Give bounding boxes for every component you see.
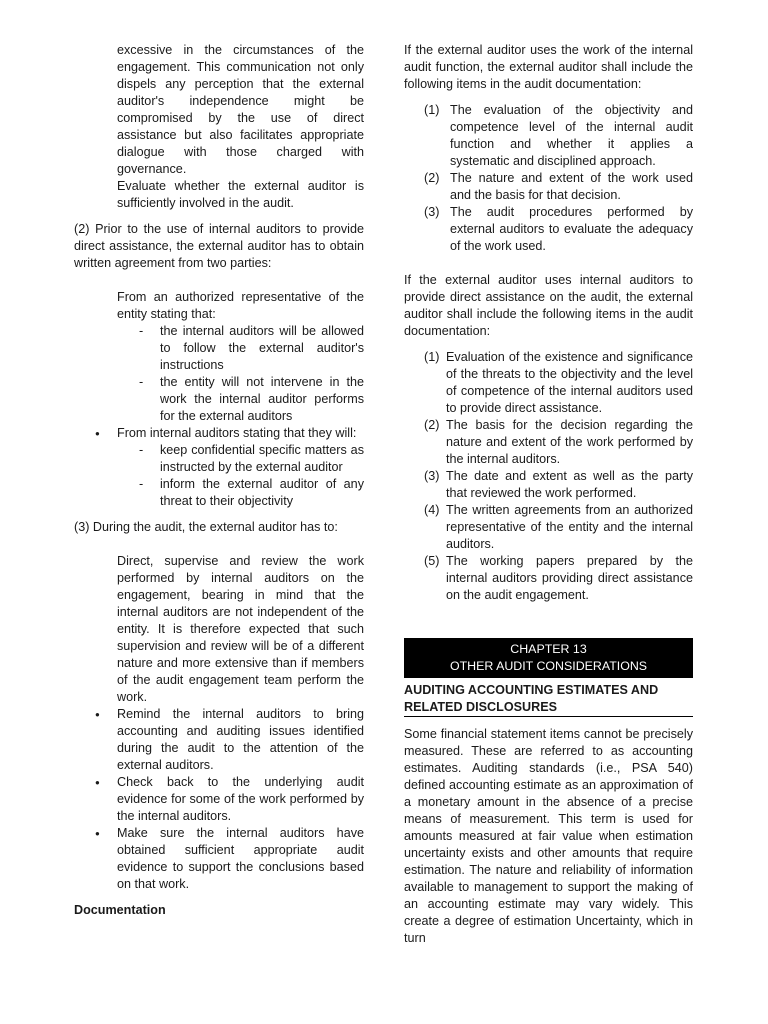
numbered-item: (2) The nature and extent of the work used and the basis for that decision. xyxy=(424,171,693,202)
numbered-item: (4) The written agreements from an authorized representative of the entity and the internal auditors. xyxy=(424,503,693,551)
bullet-text: From internal auditors stating that they will: xyxy=(117,426,357,440)
section-heading: AUDITING ACCOUNTING ESTIMATES AND RELATED DISCLOSURES xyxy=(404,683,659,714)
bullet-evaluate: Evaluate whether the external auditor is sufficiently involved in the audit. xyxy=(117,179,364,210)
left-bullets-continued xyxy=(74,42,364,178)
sub-list xyxy=(117,442,364,510)
right-column xyxy=(404,42,693,947)
paragraph-2: (2) Prior to the use of internal auditors to provide direct assistance, the external auditor has to obtain written agreement from two parties: xyxy=(74,222,364,270)
sub-item: - the internal auditors will be allowed to follow the external auditor's instructions xyxy=(117,323,364,374)
continued-text xyxy=(74,42,364,178)
bullet-make-sure: ● Make sure the internal auditors have obtained sufficient appropriate audit evidence to support the conclusions based on that work. xyxy=(74,825,364,893)
chapter-number: CHAPTER 13 xyxy=(510,642,587,656)
left-column xyxy=(74,42,364,919)
during-audit-bullets xyxy=(74,553,364,893)
numbered-item: (5) The working papers prepared by the internal auditors providing direct assistance on the audit engagement. xyxy=(424,554,693,602)
evaluate-bullet-list xyxy=(74,178,364,212)
bullet-remind: ● Remind the internal auditors to bring accounting and auditing issues identified during the audit to the attention of the external auditors. xyxy=(74,706,364,774)
sub-item: - keep confidential specific matters as instructed by the external auditor xyxy=(117,442,364,476)
written-agreement-bullets xyxy=(74,289,364,510)
numbered-item: (3) The date and extent as well as the party that reviewed the work performed. xyxy=(424,469,693,500)
bullet-text: From an authorized representative of the entity stating that: xyxy=(117,290,364,321)
bullet-direct-supervise: Direct, supervise and review the work performed by internal auditors on the engagement, bearing in mind that the internal auditors are not independent of the entity. It is therefore expected that such supervision and review will be of a different nature and more extensive than if members of the audit engagement team perform the work. xyxy=(117,554,364,704)
right-paragraph-3: Some financial statement items cannot be precisely measured. These are referred to as accounting estimates. Auditing standards (i.e., PSA 540) defined accounting estimate as an approximation of a monetary amount in the absence of a precise means of measurement. This term is used for amounts measured at fair value when estimation uncertainty exists and other amounts that require estimation. The nature and reliability of information available to management to support the making of an accounting estimate may vary widely. This create a degree of estimation Uncertainty, which in turn xyxy=(404,727,693,945)
numbered-item: (1) The evaluation of the objectivity and competence level of the internal audit function and whether it applies a systematic and disciplined approach. xyxy=(424,103,693,168)
documentation-heading: Documentation xyxy=(74,903,166,917)
sub-list xyxy=(117,323,364,425)
internal-audit-function-items xyxy=(404,102,693,255)
sub-item: - the entity will not intervene in the work the internal auditor performs for the external auditors xyxy=(117,374,364,425)
bullet-internal-auditors xyxy=(74,425,364,510)
bullet-authorized-rep xyxy=(74,289,364,425)
intro-text: excessive in the circumstances of the engagement. This communication not only dispels any perception that the external auditor's independence might be compromised by the use of direct assistance but also facilitates appropriate dialogue with those charged with governance. xyxy=(117,43,364,176)
numbered-item: (3) The audit procedures performed by external auditors to evaluate the adequacy of the work used. xyxy=(424,205,693,253)
chapter-banner xyxy=(404,638,693,678)
direct-assistance-items xyxy=(404,349,693,604)
chapter-title: OTHER AUDIT CONSIDERATIONS xyxy=(449,659,648,673)
sub-item: - inform the external auditor of any threat to their objectivity xyxy=(117,476,364,510)
paragraph-3: (3) During the audit, the external auditor has to: xyxy=(74,520,338,534)
right-paragraph-1: If the external auditor uses the work of the internal audit function, the external auditor shall include the following items in the audit documentation: xyxy=(404,43,693,91)
numbered-item: (2) The basis for the decision regarding the nature and extent of the work performed by the internal auditors. xyxy=(424,418,693,466)
bullet-check-back: ● Check back to the underlying audit evidence for some of the work performed by the internal auditors. xyxy=(74,774,364,825)
right-paragraph-2: If the external auditor uses internal auditors to provide direct assistance on the audit, the external auditor shall include the following items in the audit documentation: xyxy=(404,273,693,338)
numbered-item: (1) Evaluation of the existence and significance of the threats to the objectivity and the level of competence of the internal auditors used to provide direct assistance. xyxy=(424,350,693,415)
